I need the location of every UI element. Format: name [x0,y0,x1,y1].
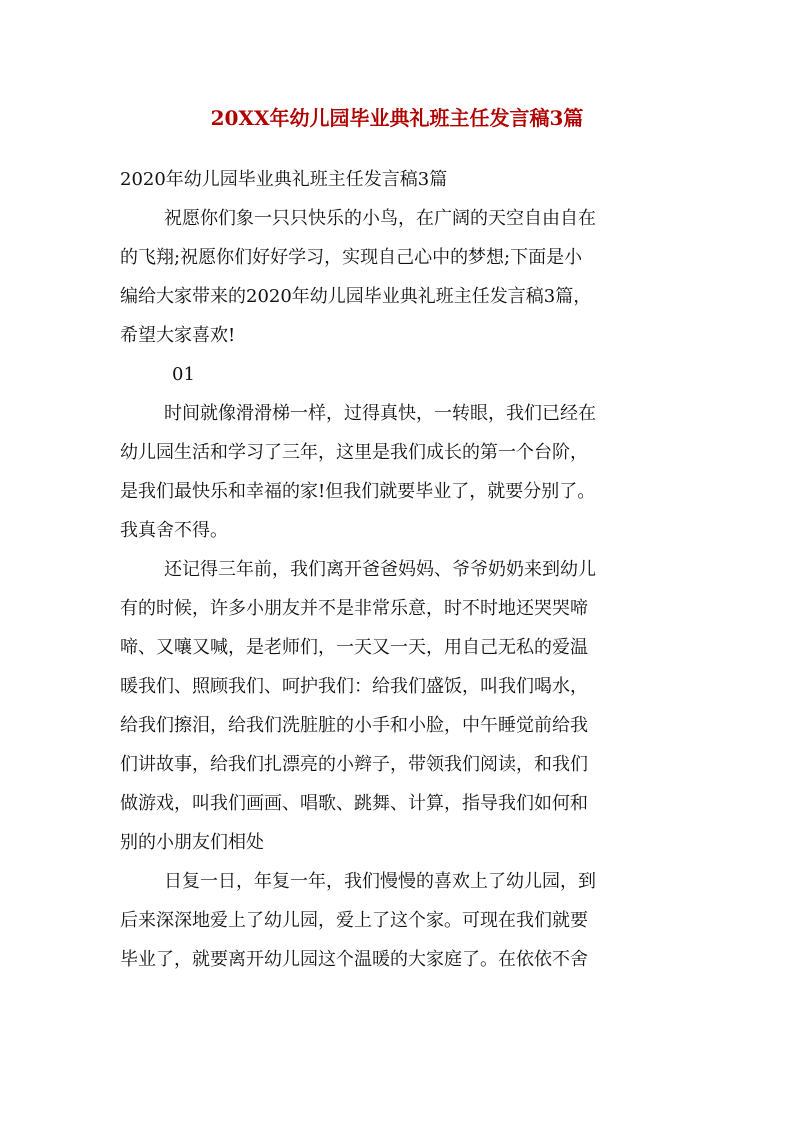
body-line: 时间就像滑滑梯一样，过得真快，一转眼，我们已经在 [164,403,596,424]
body-line: 编给大家带来的2020年幼儿园毕业典礼班主任发言稿3篇， [120,286,592,307]
body-line: 日复一日，年复一年，我们慢慢的喜欢上了幼儿园，到 [164,871,596,892]
body-line: 有的时候，许多小朋友并不是非常乐意，时不时地还哭哭啼 [120,598,588,619]
body-line: 别的小朋友们相处 [120,832,264,853]
body-line: 幼儿园生活和学习了三年，这里是我们成长的第一个台阶， [120,442,588,463]
document-body [120,160,680,979]
body-line: 做游戏，叫我们画画、唱歌、跳舞、计算，指导我们如何和 [120,793,588,814]
body-line: 的飞翔;祝愿你们好好学习，实现自己心中的梦想;下面是小 [120,247,583,268]
body-line: 01 [172,364,195,385]
body-line: 们讲故事，给我们扎漂亮的小辫子，带领我们阅读，和我们 [120,754,588,775]
body-line: 2020年幼儿园毕业典礼班主任发言稿3篇 [120,169,448,190]
body-line: 毕业了，就要离开幼儿园这个温暖的大家庭了。在依依不舍 [120,949,588,970]
body-line: 还记得三年前，我们离开爸爸妈妈、爷爷奶奶来到幼儿 [164,559,596,580]
body-line: 是我们最快乐和幸福的家!但我们就要毕业了，就要分别了。 [120,481,596,502]
body-line: 祝愿你们象一只只快乐的小鸟，在广阔的天空自由自在 [164,208,596,229]
body-line: 啼、又嚷又喊，是老师们，一天又一天，用自己无私的爱温 [120,637,588,658]
body-line: 我真舍不得。 [120,520,228,541]
body-line: 后来深深地爱上了幼儿园，爱上了这个家。可现在我们就要 [120,910,588,931]
body-line: 给我们擦泪，给我们洗脏脏的小手和小脸，中午睡觉前给我 [120,715,588,736]
document-title: 20XX年幼儿园毕业典礼班主任发言稿3篇 [210,106,584,130]
body-line: 暖我们、照顾我们、呵护我们：给我们盛饭，叫我们喝水， [120,676,588,697]
body-line: 希望大家喜欢! [120,325,236,346]
